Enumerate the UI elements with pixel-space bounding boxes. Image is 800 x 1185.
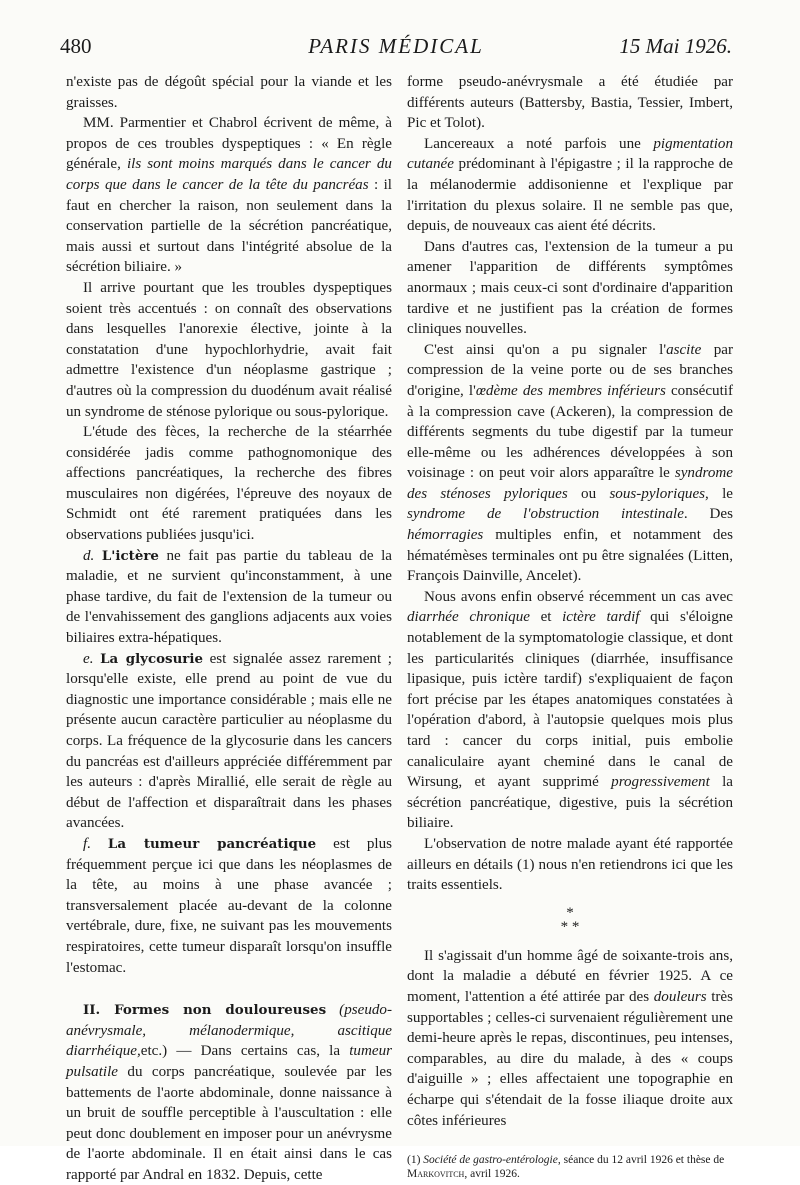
section-title: II. Formes non douloureuses xyxy=(83,1002,327,1019)
paragraph: Nous avons enfin observé récemment un cas avec diarrhée chronique et ictère tardif qui s'éloigne notablement de la symptomatologie classique, et dont les particularités cliniques (diarrhée, insuffisance lipasique, puis ictère tardif) s'expliquaient de façon fort précise par les étapes anatomiques constatées à l'opération d'abord, à l'autopsie quelques mois plus tard : cancer du corps initial, puis embolie canaliculaire ayant cheminé dans le canal de Wirsung, et ayant supprimé progressivement la sécrétion pancréatique, digestive, puis la sécrétion biliaire. xyxy=(407,588,734,832)
journal-title: PARIS MÉDICAL xyxy=(308,34,484,58)
running-header xyxy=(60,34,732,64)
left-column xyxy=(66,72,392,1185)
paragraph: L'observation de notre malade ayant été rapportée ailleurs en détails (1) nous n'en retiendrons ici que les traits essentiels. xyxy=(407,835,733,894)
section-heading-paragraph: II. Formes non douloureuses (pseudo-anévrysmale, mélanodermique, ascitique diarrhéique,etc.) — Dans certains cas, la tumeur pulsatile du corps pancréatique, soulevée par les battements de l'aorte abdominale, donne naissance à un bruit de souffle perceptible à l'auscultation : elle peut donc doublement en imposer pour un anévrysme de l'aorte abdominale. Il en était ainsi dans le cas rapporté par Andral en 1832. Depuis, cette xyxy=(66,1002,392,1183)
paragraph: Il arrive pourtant que les troubles dyspeptiques soient très accentués : on connaît des observations dans lesquelles l'anorexie élective, jointe à la constatation d'une hypochlorhydrie, avait fait admettre l'existence d'un néoplasme gastrique ; d'autres où la compression du duodénum avait réalisé un syndrome de sténose pylorique ou sous-pylorique. xyxy=(66,279,392,420)
issue-date: 15 Mai 1926. xyxy=(619,34,732,58)
paragraph: L'étude des fèces, la recherche de la stéarrhée considérée jadis comme pathognomonique des affections pancréatiques, la recherche des fibres musculaires non digérées, l'épreuve des noyaux de Schmidt ont été rarement pratiquées dans les observations publiées jusqu'ici. xyxy=(66,424,392,544)
page-number: 480 xyxy=(60,34,92,58)
paragraph: Lancereaux a noté parfois une pigmentation cutanée prédominant à l'épigastre ; il la rapproche de la mélanodermie addisonienne et l'explique par l'irritation du plexus solaire. Il ne semble pas que, depuis, de nouveaux cas aient été décrits. xyxy=(407,135,733,235)
paragraph-icterus: d. L'ictère ne fait pas partie du tableau de la maladie, et ne survient qu'inconstamment, à une phase tardive, du fait de l'extension de la tumeur ou de l'envahissement des ganglions adjacents aux voies biliaires extra-hépatiques. xyxy=(66,547,392,647)
right-column xyxy=(407,72,733,1181)
paragraph: n'existe pas de dégoût spécial pour la viande et les graisses. xyxy=(66,74,392,111)
paragraph: C'est ainsi qu'on a pu signaler l'ascite par compression de la veine porte ou de ses branches d'origine, l'œdème des membres inférieurs consécutif à la compression cave (Ackeren), la compression de différents segments du tube digestif par la tumeur elle-même ou les adhérences développées à son voisinage : on peut voir alors apparaître le syndrome des sténoses pyloriques ou sous-pyloriques, le syndrome de l'obstruction intestinale. Des hémorragies multiples enfin, et notamment des hématémèses terminales ont pu être signalées (Litten, François Dainville, Ancelet). xyxy=(407,341,733,585)
paragraph-tumor: f. La tumeur pancréatique est plus fréquemment perçue ici que dans les néoplasmes de la tête, au moins à une phase avancée ; transversalement placée au-devant de la colonne vertébrale, dure, fixe, ne suivant pas les mouvements respiratoires, cette tumeur disparaît lorsqu'on insuffle l'estomac. xyxy=(66,835,392,976)
paragraph: forme pseudo-anévrysmale a été étudiée par différents auteurs (Battersby, Bastia, Tessier, Imbert, Pic et Tolot). xyxy=(407,74,733,132)
paragraph: Il s'agissait d'un homme âgé de soixante-trois ans, dont la maladie a débuté en février 1925. A ce moment, l'attention a été attirée par des douleurs très supportables ; celles-ci survenaient régulièrement une demi-heure après le repas, discontinues, peu intenses, comparables, au dire du malade, à des « coups d'aiguille » ; elles affectaient une topographie en écharpe qui s'étendait de la fosse iliaque droite aux côtes inférieures xyxy=(407,947,733,1129)
paragraph: MM. Parmentier et Chabrol écrivent de même, à propos de ces troubles dyspeptiques : « En règle générale, ils sont moins marqués dans le cancer du corps que dans le cancer de la tête du pancréas : il faut en chercher la raison, non seulement dans la conservation partielle de la sécrétion pancréatique, mais aussi et surtout dans l'intégrité absolue de la sécrétion biliaire. » xyxy=(66,115,392,276)
asterism-separator: * * * xyxy=(560,904,580,935)
paragraph: Dans d'autres cas, l'extension de la tumeur a pu amener l'apparition de différents symptômes anormaux ; mais ceux-ci sont d'ordinaire d'apparition tardive et ne justifient pas la création de formes cliniques nouvelles. xyxy=(407,238,733,338)
paragraph-glycosuria: e. La glycosurie est signalée assez rarement ; lorsqu'elle existe, elle prend au point de vue du diagnostic une importance considérable ; mais elle ne présente aucun caractère particulier au néoplasme du corps. La fréquence de la glycosurie dans les cancers du pancréas est d'ailleurs appréciée différemment par les auteurs : d'après Mirallié, elle serait de règle au début de l'affection et disparaîtrait dans les phases avancées. xyxy=(66,650,392,832)
footnote: (1) Société de gastro-entérologie, séance du 12 avril 1926 et thèse de Markovitch, avril 1926. xyxy=(407,1154,725,1181)
